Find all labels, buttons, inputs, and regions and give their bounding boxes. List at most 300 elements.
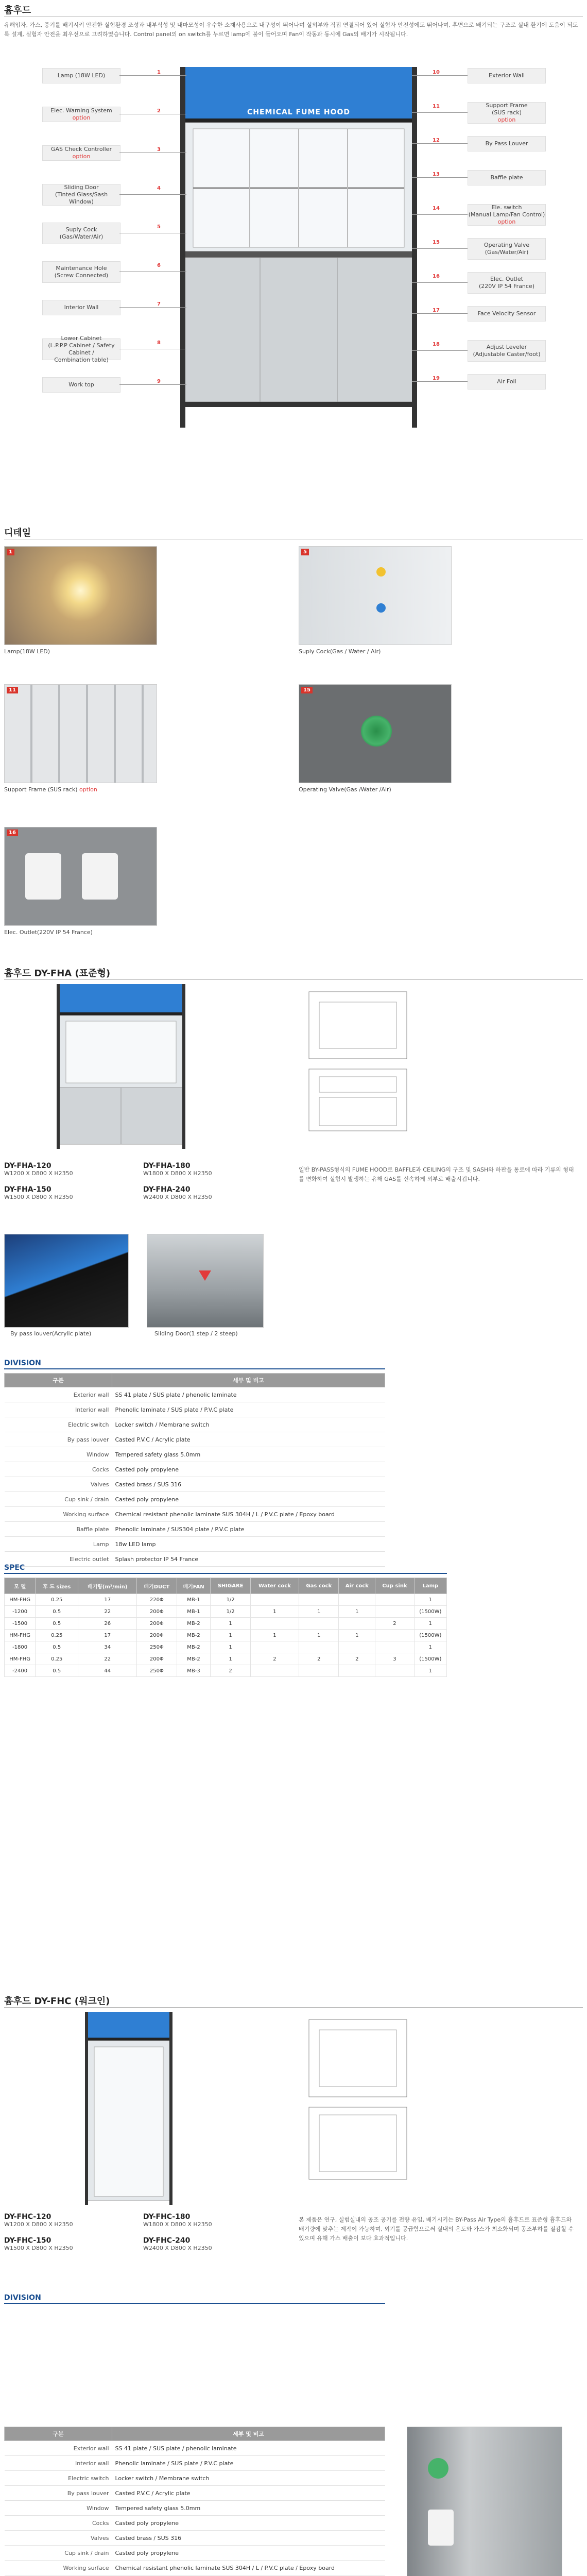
spec-1-line (4, 1573, 447, 1574)
diagram-label-text: Face Velocity Sensor (477, 310, 536, 317)
leader-line (412, 214, 468, 215)
detail-caption-operating-valve: Operating Valve(Gas /Water /Air) (299, 786, 391, 793)
table-row (5, 2486, 385, 2501)
diagram-label (42, 223, 120, 244)
spec-cell: HM-FHG (5, 1630, 36, 1641)
diagram-label (468, 374, 546, 389)
table-cell: Casted brass / SUS 316 (112, 1477, 385, 1492)
leader-line (412, 177, 468, 178)
spec-cell: 200Φ (137, 1618, 177, 1630)
division-1-line (4, 1368, 385, 1369)
diagram-label-text: Support Frame (SUS rack) (486, 102, 528, 116)
table-cell: Window (5, 2501, 112, 2516)
spec-cell: 1 (250, 1630, 299, 1641)
leader-line (412, 381, 468, 382)
spec-cell: MB-1 (177, 1594, 211, 1606)
valve-knob (361, 716, 392, 747)
outlet-box (25, 853, 61, 900)
detail-caption-supply-cock: Suply Cock(Gas / Water / Air) (299, 648, 381, 655)
spec-row (5, 1665, 447, 1677)
division-2-line (4, 2303, 385, 2304)
spec-cell: 200Φ (137, 1630, 177, 1641)
spec-cell: 200Φ (137, 1653, 177, 1665)
water-cock-knob (376, 603, 386, 613)
table-cell: Casted poly propylene (112, 1462, 385, 1477)
spec-cell (250, 1665, 299, 1677)
table-cell: Electric switch (5, 1417, 112, 1432)
fhc-title: 흄후드 DY-FHC (워크인) (4, 1996, 110, 2007)
spec-cell: HM-FHG (5, 1594, 36, 1606)
spec-cell: 0.25 (36, 1653, 78, 1665)
spec-row (5, 1594, 447, 1606)
arrow-down-icon (199, 1270, 211, 1281)
diagram-label (468, 170, 546, 185)
table-cell: Casted poly propylene (112, 2546, 385, 2561)
table-cell: Splash protector IP 54 France (112, 1552, 385, 1567)
diagram-label-text: Exterior Wall (489, 72, 525, 79)
spec-cell (250, 1594, 299, 1606)
spec-cell: HM-FHG (5, 1653, 36, 1665)
detail-badge: 1 (7, 549, 14, 555)
table-row (5, 2516, 385, 2531)
fhc-divider (4, 2007, 583, 2008)
diagram-label-text: Work top (68, 381, 94, 388)
spec-1-title: SPEC (4, 1564, 25, 1572)
spec-cell: -1200 (5, 1606, 36, 1618)
spec-cell: 1 (211, 1618, 250, 1630)
fha-photo-sliding-door (147, 1234, 264, 1328)
table-row (5, 2546, 385, 2561)
division-1-title: DIVISION (4, 1359, 41, 1367)
table-cell: Tempered safety glass 5.0mm (112, 2501, 385, 2516)
spec-header: 배기FAN (177, 1578, 211, 1594)
table-cell: Casted brass / SUS 316 (112, 2531, 385, 2546)
diagram-label (468, 204, 546, 226)
spec-cell: MB-1 (177, 1606, 211, 1618)
leader-line (119, 384, 186, 385)
table-header: 구분 (5, 1374, 112, 1387)
spec-cell: (1500W) (414, 1630, 446, 1641)
diagram-label-number: 2 (157, 108, 161, 114)
table-cell: 18w LED lamp (112, 1537, 385, 1552)
outlet-box (428, 2510, 454, 2546)
table-row (5, 1477, 385, 1492)
spec-row (5, 1653, 447, 1665)
fha-model: DY-FHA-120 W1200 X D800 X H2350 (4, 1162, 73, 1177)
diagram-label-text: Maintenance Hole (Screw Connected) (54, 265, 109, 279)
diagram-label (468, 306, 546, 321)
table-row (5, 1492, 385, 1507)
table-row (5, 1447, 385, 1462)
leader-line (119, 152, 186, 153)
table-cell: Phenolic laminate / SUS304 plate / P.V.C plate (112, 1522, 385, 1537)
table-row (5, 1462, 385, 1477)
spec-cell: 1 (414, 1665, 446, 1677)
fhc-drawing (299, 2014, 417, 2190)
table-cell: Working surface (5, 1507, 112, 1522)
fhc-model: DY-FHC-240 W2400 X D800 X H2350 (143, 2236, 212, 2251)
diagram-label (468, 272, 546, 294)
diagram-label-number: 19 (433, 376, 440, 381)
fha-drawing (299, 987, 417, 1141)
spec-cell: 250Φ (137, 1641, 177, 1653)
fha-photo-bypass-louver (4, 1234, 129, 1328)
spec-cell: 1 (414, 1594, 446, 1606)
diagram-label-number: 7 (157, 301, 161, 307)
table-cell: Casted P.V.C / Acrylic plate (112, 1432, 385, 1447)
diagram-label-number: 6 (157, 263, 161, 268)
table-header: 세부 및 비고 (112, 1374, 385, 1387)
spec-header: 모 델 (5, 1578, 36, 1594)
table-cell: Cocks (5, 2516, 112, 2531)
table-cell: Cup sink / drain (5, 2546, 112, 2561)
diagram-label-text: Ele. switch (Manual Lamp/Fan Control) (468, 204, 545, 218)
diagram-label-text: Lower Cabinet (L.P.P.P Cabinet / Safety Cabinet / Combination table) (48, 335, 115, 363)
spec-row (5, 1641, 447, 1653)
diagram-label-number: 11 (433, 104, 440, 109)
table-cell: Window (5, 1447, 112, 1462)
spec-cell (339, 1594, 375, 1606)
spec-cell (375, 1665, 414, 1677)
diagram-label (42, 184, 120, 206)
spec-cell: (1500W) (414, 1606, 446, 1618)
detail-photo-operating-valve (299, 684, 452, 783)
table-header: 세부 및 비고 (112, 2427, 385, 2441)
diagram-label-number: 3 (157, 147, 161, 152)
detail-badge: 11 (7, 687, 18, 693)
diagram-label-option: option (497, 218, 516, 225)
table-cell: Exterior wall (5, 2441, 112, 2456)
intro-text: 유해입자, 가스, 증기를 배기시켜 안전한 실험환경 조성과 내부식성 및 내마모성이 우수한 소재사용으로 내구성이 뛰어나며 실외부와 직접 연결되어 있어 실험자 안전성에도 뛰어나며, 후면으로 배기되는 구조로 실내 환기에 도움이 되도록 설계, 실험자 안전을 최우선으로 고려하였습니다. Control panel의 on switch를 누르면 lamp에 불이 들어오며 Fan이 작동과 동시에 Gas의 배기가 시작됩니다. (4, 22, 578, 38)
detail-photo-support-frame (4, 684, 157, 783)
spec-cell: 1 (299, 1606, 339, 1618)
diagram-label-number: 17 (433, 308, 440, 313)
spec-cell: 0.5 (36, 1606, 78, 1618)
spec-cell: 1/2 (211, 1606, 250, 1618)
fha-model: DY-FHA-240 W2400 X D800 X H2350 (143, 1185, 212, 1200)
table-cell: Casted poly propylene (112, 1492, 385, 1507)
table-row (5, 1417, 385, 1432)
diagram-label-text: Baffle plate (490, 174, 523, 181)
spec-header: 배기DUCT (137, 1578, 177, 1594)
table-cell: Lamp (5, 1537, 112, 1552)
diagram-label (468, 340, 546, 362)
table-row (5, 2441, 385, 2456)
leader-line (412, 75, 468, 76)
diagram-label-text: Operating Valve (Gas/Water/Air) (484, 242, 530, 256)
diagram-label-text: Adjust Leveler (Adjustable Caster/foot) (473, 344, 541, 358)
fhc-hood-illustration (85, 2012, 172, 2208)
table-row (5, 1552, 385, 1567)
spec-cell: MB-3 (177, 1665, 211, 1677)
division-2-title: DIVISION (4, 2294, 41, 2302)
spec-cell: -1800 (5, 1641, 36, 1653)
spec-cell: MB-2 (177, 1641, 211, 1653)
table-cell: Tempered safety glass 5.0mm (112, 1447, 385, 1462)
spec-row (5, 1618, 447, 1630)
diagram-label-number: 15 (433, 240, 440, 245)
spec-header: Air cock (339, 1578, 375, 1594)
spec-cell: 2 (339, 1653, 375, 1665)
spec-cell (339, 1641, 375, 1653)
table-cell: Working surface (5, 2561, 112, 2575)
spec-cell (299, 1641, 339, 1653)
table-cell: Electric switch (5, 2471, 112, 2486)
spec-header: Lamp (414, 1578, 446, 1594)
spec-cell: MB-2 (177, 1618, 211, 1630)
spec-cell: 0.25 (36, 1630, 78, 1641)
detail-badge: 16 (7, 829, 18, 836)
valve-knob (428, 2458, 448, 2479)
fhc-model: DY-FHC-150 W1500 X D800 X H2350 (4, 2236, 73, 2251)
table-cell: Exterior wall (5, 1387, 112, 1402)
table-cell: Phenolic laminate / SUS plate / P.V.C plate (112, 2456, 385, 2471)
spec-cell: 34 (78, 1641, 137, 1653)
spec-cell: 220Φ (137, 1594, 177, 1606)
leader-line (412, 350, 468, 351)
table-cell: SS 41 plate / SUS plate / phenolic laminate (112, 2441, 385, 2456)
diagram-label (42, 107, 120, 122)
spec-cell (299, 1618, 339, 1630)
table-row (5, 2501, 385, 2516)
table-row (5, 1537, 385, 1552)
fhc-model: DY-FHC-180 W1800 X D800 X H2350 (143, 2213, 212, 2228)
spec-cell: 26 (78, 1618, 137, 1630)
gas-cock-knob (376, 567, 386, 577)
leader-line (119, 307, 186, 308)
diagram-label (468, 102, 546, 124)
fhc-model: DY-FHC-120 W1200 X D800 X H2350 (4, 2213, 73, 2228)
spec-cell: (1500W) (414, 1653, 446, 1665)
detail-badge: 5 (301, 549, 309, 555)
diagram-label-number: 8 (157, 340, 161, 346)
fha-caption-sliding-door: Sliding Door(1 step / 2 steep) (154, 1330, 238, 1337)
spec-cell: 2 (375, 1618, 414, 1630)
diagram-label-text: Elec. Outlet (220V IP 54 France) (478, 276, 535, 290)
table-row (5, 1522, 385, 1537)
spec-cell: 1 (211, 1630, 250, 1641)
detail-caption-support-frame: Support Frame (SUS rack) option (4, 786, 97, 793)
leader-line (412, 112, 468, 113)
spec-cell (299, 1665, 339, 1677)
fha-caption-bypass-louver: By pass louver(Acrylic plate) (10, 1330, 92, 1337)
diagram-label (42, 300, 120, 315)
spec-cell: 2 (250, 1653, 299, 1665)
table-cell: SS 41 plate / SUS plate / phenolic laminate (112, 1387, 385, 1402)
spec-cell (375, 1594, 414, 1606)
spec-cell: 2 (299, 1653, 339, 1665)
spec-cell: 1 (299, 1630, 339, 1641)
spec-cell (250, 1641, 299, 1653)
diagram-label-text: Suply Cock (Gas/Water/Air) (59, 226, 103, 240)
page-title: 흄후드 (4, 5, 31, 16)
table-cell: Electric outlet (5, 1552, 112, 1567)
diagram-label-number: 13 (433, 172, 440, 177)
spec-cell: 2 (211, 1665, 250, 1677)
spec-cell: 44 (78, 1665, 137, 1677)
division-1-table (4, 1373, 385, 1567)
title-divider (4, 16, 583, 17)
diagram-label-number: 12 (433, 138, 440, 143)
table-cell: By pass louver (5, 2486, 112, 2501)
diagram-label (42, 261, 120, 283)
division-2-table (4, 2427, 385, 2576)
diagram-label (42, 335, 120, 363)
table-row (5, 2471, 385, 2486)
table-cell: By pass louver (5, 1432, 112, 1447)
spec-cell: 0.5 (36, 1618, 78, 1630)
spec-cell (250, 1618, 299, 1630)
spec-cell: 1 (339, 1630, 375, 1641)
table-row (5, 2456, 385, 2471)
fha-divider (4, 979, 583, 980)
fha-model: DY-FHA-180 W1800 X D800 X H2350 (143, 1162, 212, 1177)
spec-cell (339, 1618, 375, 1630)
spec-header: 배기량(m³/min) (78, 1578, 137, 1594)
fhc-note: 본 제품은 연구, 실험실내의 공조 공기를 전량 유입, 배기시키는 BY-Pass Air Type의 흄후드로 표준형 흄후드와 배기량에 맞추는 제작이 가능하며, 외기를 공급함으로써 실내의 온도와 가스가 최소화되며 공조부하를 절감할 수 있으며 유해 가스 배출이 보다 효과적입니다. (299, 2216, 574, 2242)
detail-title: 디테일 (4, 528, 31, 538)
spec-cell: 1/2 (211, 1594, 250, 1606)
spec-header: Gas cock (299, 1578, 339, 1594)
diagram-label-number: 9 (157, 379, 161, 384)
spec-cell: 250Φ (137, 1665, 177, 1677)
fha-hood-illustration (57, 984, 185, 1154)
leader-line (119, 194, 186, 195)
spec-cell: MB-2 (177, 1653, 211, 1665)
diagram-label (468, 68, 546, 83)
spec-header: Water cock (250, 1578, 299, 1594)
table-cell: Casted P.V.C / Acrylic plate (112, 2486, 385, 2501)
diagram-label-text: Lamp (18W LED) (57, 72, 106, 79)
diagram-label (468, 238, 546, 260)
leader-line (412, 282, 468, 283)
spec-cell: 1 (250, 1606, 299, 1618)
spec-cell: 0.25 (36, 1594, 78, 1606)
spec-row (5, 1630, 447, 1641)
table-cell: Phenolic laminate / SUS plate / P.V.C plate (112, 1402, 385, 1417)
spec-cell: 1 (414, 1641, 446, 1653)
fume-hood-illustration (178, 67, 420, 428)
table-cell: Interior wall (5, 1402, 112, 1417)
diagram-label-option: option (72, 114, 91, 121)
table-cell: Valves (5, 2531, 112, 2546)
table-cell: Locker switch / Membrane switch (112, 1417, 385, 1432)
diagram-label-text: Interior Wall (64, 304, 99, 311)
spec-cell: 22 (78, 1606, 137, 1618)
detail-caption-elec-outlet: Elec. Outlet(220V IP 54 France) (4, 929, 93, 936)
diagram-label (42, 68, 120, 83)
spec-header: Cup sink (375, 1578, 414, 1594)
diagram-label-option: option (497, 116, 516, 123)
table-cell: Interior wall (5, 2456, 112, 2471)
spec-cell (339, 1665, 375, 1677)
spec-cell: 0.5 (36, 1641, 78, 1653)
hood-banner-label: CHEMICAL FUME HOOD (247, 108, 351, 116)
table-cell: Cocks (5, 1462, 112, 1477)
diagram-label-text: Elec. Warning System (50, 107, 112, 114)
spec-cell (299, 1594, 339, 1606)
fume-hood-diagram (0, 57, 587, 433)
leader-line (412, 248, 468, 249)
diagram-label (42, 145, 120, 161)
detail-caption-lamp: Lamp(18W LED) (4, 648, 50, 655)
diagram-label-text: GAS Check Controller (51, 146, 112, 152)
diagram-label-number: 14 (433, 206, 440, 211)
table-row (5, 1402, 385, 1417)
table-cell: Casted poly propylene (112, 2516, 385, 2531)
leader-line (119, 75, 186, 76)
diagram-label-number: 10 (433, 70, 440, 75)
detail-photo-lamp (4, 546, 157, 645)
leader-line (412, 143, 468, 144)
spec-cell: 1 (211, 1653, 250, 1665)
spec-row (5, 1606, 447, 1618)
diagram-label-text: By Pass Louver (485, 140, 528, 147)
spec-cell: 17 (78, 1594, 137, 1606)
table-row (5, 1387, 385, 1402)
spec-header: SHIGARE (211, 1578, 250, 1594)
spec-1-table (4, 1578, 447, 1677)
leader-line (412, 313, 468, 314)
spec-header: 후 드 sizes (36, 1578, 78, 1594)
diagram-label-number: 16 (433, 274, 440, 279)
outlet-box (82, 853, 118, 900)
diagram-label (468, 136, 546, 151)
diagram-label-option: option (72, 153, 91, 160)
diagram-label (42, 377, 120, 393)
table-cell: Locker switch / Membrane switch (112, 2471, 385, 2486)
diagram-label-number: 1 (157, 70, 161, 75)
table-row (5, 2531, 385, 2546)
spec-cell: 1 (339, 1606, 375, 1618)
diagram-label-text: Sliding Door (Tinted Glass/Sash Window) (55, 184, 108, 205)
spec-cell (375, 1606, 414, 1618)
fha-note: 일반 BY-PASS형식의 FUME HOOD로 BAFFLE과 CEILING의 구조 및 SASH와 하판을 통로에 따라 기류의 형태를 변화하여 실험시 발생하는 유해 GAS를 신속하게 외부로 배출시킵니다. (299, 1166, 574, 1182)
fhc-photo-side-panel (407, 2427, 562, 2576)
fha-model: DY-FHA-150 W1500 X D800 X H2350 (4, 1185, 73, 1200)
detail-photo-elec-outlet (4, 827, 157, 926)
table-row (5, 1507, 385, 1522)
table-header: 구분 (5, 2427, 112, 2441)
spec-cell: 1 (414, 1618, 446, 1630)
spec-cell: 22 (78, 1653, 137, 1665)
detail-photo-supply-cock (299, 546, 452, 645)
table-cell: Valves (5, 1477, 112, 1492)
table-cell: Cup sink / drain (5, 1492, 112, 1507)
table-row (5, 1432, 385, 1447)
table-row (5, 2561, 385, 2575)
spec-cell: 1 (211, 1641, 250, 1653)
table-cell: Baffle plate (5, 1522, 112, 1537)
table-cell: Chemical resistant phenolic laminate SUS 304H / L / P.V.C plate / Epoxy board (112, 2561, 385, 2575)
fha-title: 흄후드 DY-FHA (표준형) (4, 968, 111, 979)
spec-cell: 3 (375, 1653, 414, 1665)
spec-cell: -1500 (5, 1618, 36, 1630)
spec-cell (375, 1630, 414, 1641)
spec-cell: 0.5 (36, 1665, 78, 1677)
diagram-label-number: 18 (433, 342, 440, 347)
diagram-label-number: 4 (157, 185, 161, 191)
table-cell: Chemical resistant phenolic laminate SUS 304H / L / P.V.C plate / Epoxy board (112, 1507, 385, 1522)
diagram-label-text: Air Foil (497, 378, 516, 385)
detail-badge: 15 (301, 687, 313, 693)
diagram-label-number: 5 (157, 224, 161, 230)
spec-cell (375, 1641, 414, 1653)
spec-cell: -2400 (5, 1665, 36, 1677)
spec-cell: MB-2 (177, 1630, 211, 1641)
spec-cell: 17 (78, 1630, 137, 1641)
spec-cell: 200Φ (137, 1606, 177, 1618)
